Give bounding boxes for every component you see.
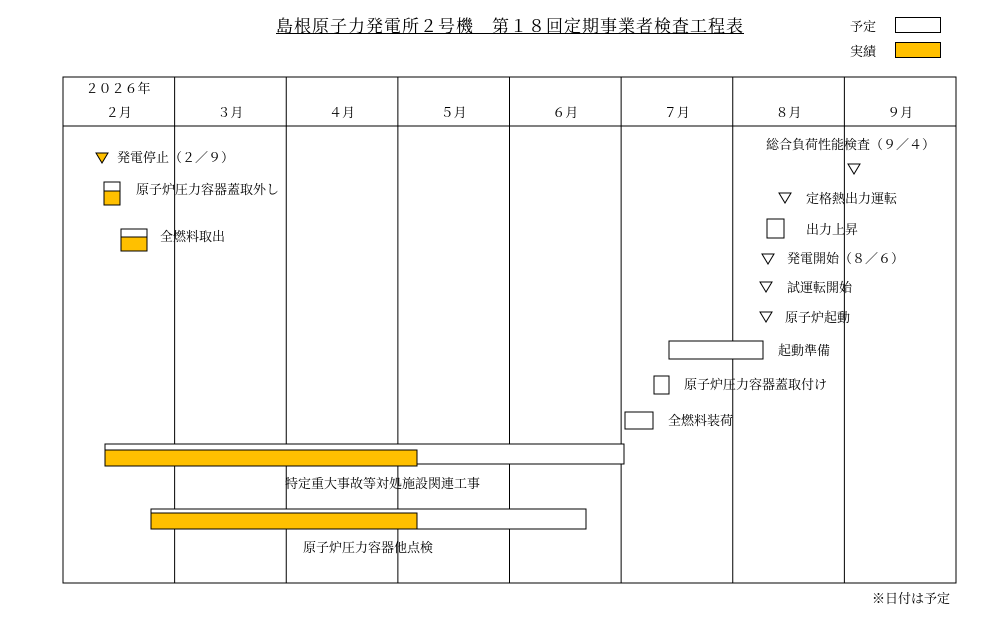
year-label: ２０２６年 xyxy=(85,82,151,97)
task-actual-bar xyxy=(104,191,120,205)
milestone-label: 試運転開始 xyxy=(787,281,853,296)
planned-triangle-icon xyxy=(760,282,772,292)
planned-triangle-icon xyxy=(779,193,791,203)
planned-triangle-icon xyxy=(760,312,772,322)
legend-actual-label: 実績 xyxy=(850,45,877,60)
task-actual-bar xyxy=(105,450,417,466)
task-vessel-inspection xyxy=(151,509,586,556)
month-label: ２月 xyxy=(105,106,132,121)
task-vessel-head-removal xyxy=(104,182,279,205)
month-label: ３月 xyxy=(217,106,244,121)
task-label: 原子炉圧力容器他点検 xyxy=(303,541,434,556)
task-planned-bar xyxy=(767,219,784,238)
planned-triangle-icon xyxy=(762,254,774,264)
month-label: ５月 xyxy=(440,106,467,121)
milestone-label: 定格熱出力運転 xyxy=(806,192,898,207)
task-actual-bar xyxy=(151,513,417,529)
milestone-reactor-startup xyxy=(760,310,850,326)
task-label: 原子炉圧力容器蓋取付け xyxy=(684,378,828,393)
footnote: ※日付は予定 xyxy=(871,592,950,607)
task-label: 全燃料装荷 xyxy=(668,414,734,429)
task-planned-bar xyxy=(654,376,669,394)
milestone-rated-output xyxy=(779,191,897,207)
task-startup-prep xyxy=(669,341,830,359)
shutdown-triangle-icon xyxy=(96,153,108,163)
milestone-test-run xyxy=(760,280,853,296)
task-label: 原子炉圧力容器蓋取外し xyxy=(136,183,280,198)
task-label: 全燃料取出 xyxy=(160,230,226,245)
task-specific-facility-works xyxy=(105,444,624,492)
month-label: ７月 xyxy=(663,106,690,121)
milestone-label: 総合負荷性能検査（９／４） xyxy=(766,138,936,153)
task-planned-bar xyxy=(625,412,653,429)
milestone-label: 発電停止（２／９） xyxy=(117,151,235,166)
milestone-label: 原子炉起動 xyxy=(785,311,851,326)
task-vessel-head-install xyxy=(654,376,827,394)
milestone-generation-start xyxy=(762,252,904,267)
milestone-label: 発電開始（８／６） xyxy=(787,252,905,267)
task-actual-bar xyxy=(121,237,147,251)
page-title: 島根原子力発電所２号機 第１８回定期事業者検査工程表 xyxy=(276,17,744,37)
month-gridlines xyxy=(175,77,845,583)
month-label: ９月 xyxy=(887,106,914,121)
month-label: ６月 xyxy=(552,106,579,121)
task-fuel-unloading xyxy=(121,229,225,251)
month-label: ４月 xyxy=(329,106,356,121)
task-label: 特定重大事故等対処施設関連工事 xyxy=(285,477,481,492)
month-label: ８月 xyxy=(775,106,802,121)
planned-triangle-icon xyxy=(848,164,860,174)
task-label: 出力上昇 xyxy=(806,223,859,238)
legend-planned-label: 予定 xyxy=(850,20,877,35)
milestone-load-test xyxy=(766,137,935,174)
task-planned-bar xyxy=(669,341,763,359)
task-label: 起動準備 xyxy=(778,344,831,359)
task-fuel-loading xyxy=(625,412,733,429)
milestone-shutdown xyxy=(96,151,234,166)
